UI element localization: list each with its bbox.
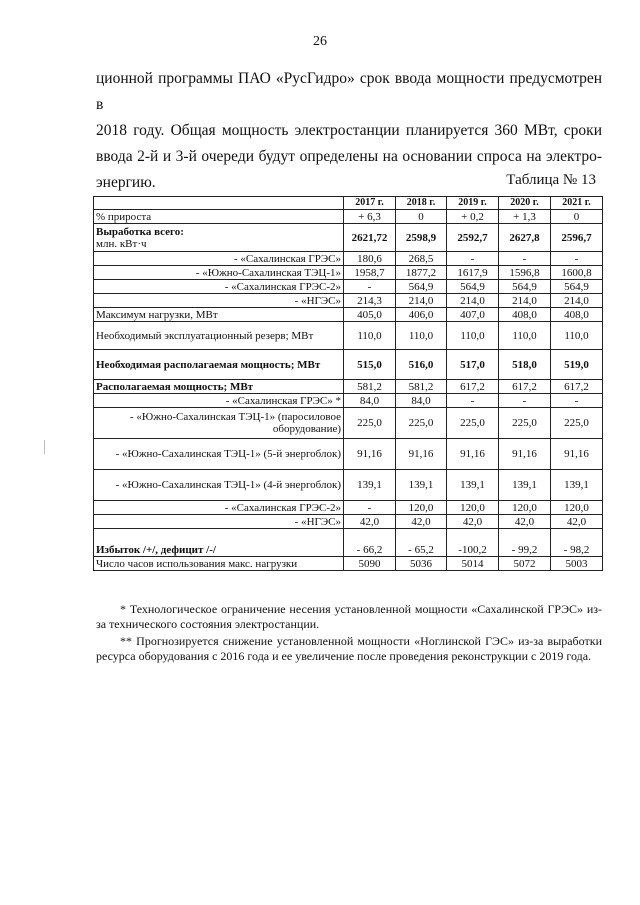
- row-value: - 98,2: [551, 529, 603, 557]
- row-label: - «Южно-Сахалинская ТЭЦ-1» (5-й энергоблок): [94, 439, 344, 470]
- row-label: - «Сахалинская ГРЭС» *: [94, 394, 344, 408]
- row-value: 110,0: [344, 322, 396, 350]
- row-value: 120,0: [447, 501, 499, 515]
- row-value: 91,16: [447, 439, 499, 470]
- table-caption: Таблица № 13: [506, 172, 596, 188]
- row-value: -: [499, 252, 551, 266]
- row-value: 1600,8: [551, 266, 603, 280]
- row-value: 214,0: [499, 294, 551, 308]
- table-row: [94, 470, 603, 501]
- table-row: [94, 322, 603, 350]
- row-value: 2621,72: [344, 224, 396, 252]
- row-value: -: [499, 394, 551, 408]
- row-value: 225,0: [344, 408, 396, 439]
- row-value: 120,0: [551, 501, 603, 515]
- year-header: 2017 г.: [344, 197, 396, 210]
- row-value: 405,0: [344, 308, 396, 322]
- year-header: 2021 г.: [551, 197, 603, 210]
- row-value: -: [344, 501, 396, 515]
- table-row: [94, 210, 603, 224]
- row-value: -100,2: [447, 529, 499, 557]
- row-value: 617,2: [447, 380, 499, 394]
- row-value: 225,0: [396, 408, 447, 439]
- row-value: 139,1: [499, 470, 551, 501]
- row-label: Необходимый эксплуатационный резерв; МВт: [94, 322, 344, 350]
- row-label: [94, 224, 344, 252]
- row-value: 91,16: [499, 439, 551, 470]
- table-row: [94, 394, 603, 408]
- table-row: [94, 557, 603, 571]
- row-value: 84,0: [396, 394, 447, 408]
- row-value: 517,0: [447, 350, 499, 380]
- table-row: [94, 294, 603, 308]
- table-row: [94, 501, 603, 515]
- row-value: 581,2: [344, 380, 396, 394]
- row-value: 42,0: [499, 515, 551, 529]
- row-value: 518,0: [499, 350, 551, 380]
- page-number: 26: [313, 34, 327, 49]
- header-empty-cell: [94, 197, 344, 210]
- row-value: 2598,9: [396, 224, 447, 252]
- paragraph-line: энергию.: [96, 174, 156, 191]
- row-value: 268,5: [396, 252, 447, 266]
- row-value: 617,2: [499, 380, 551, 394]
- row-label: Располагаемая мощность; МВт: [94, 380, 344, 394]
- row-value: 225,0: [447, 408, 499, 439]
- row-value: 139,1: [344, 470, 396, 501]
- table-row: [94, 515, 603, 529]
- row-value: 214,0: [551, 294, 603, 308]
- row-value: 564,9: [396, 280, 447, 294]
- row-value: 120,0: [396, 501, 447, 515]
- table-row: [94, 224, 603, 252]
- row-value: 5072: [499, 557, 551, 571]
- row-value: 139,1: [396, 470, 447, 501]
- row-value: 515,0: [344, 350, 396, 380]
- power-balance-table: [93, 196, 603, 571]
- table-row: [94, 439, 603, 470]
- row-value: 214,0: [396, 294, 447, 308]
- row-value: 120,0: [499, 501, 551, 515]
- row-label: - «Сахалинская ГРЭС»: [94, 252, 344, 266]
- table-row: [94, 529, 603, 557]
- paragraph-line: ционной программы ПАО «РусГидро» срок ввода мощности предусмотрен в: [96, 70, 602, 113]
- row-label: Максимум нагрузки, МВт: [94, 308, 344, 322]
- table-row: [94, 252, 603, 266]
- table-header-row: [94, 197, 603, 210]
- row-value: 91,16: [551, 439, 603, 470]
- row-value: 84,0: [344, 394, 396, 408]
- row-value: 2627,8: [499, 224, 551, 252]
- row-label: - «Сахалинская ГРЭС-2»: [94, 501, 344, 515]
- row-value: 5036: [396, 557, 447, 571]
- paragraph-line: 2018 году. Общая мощность электростанции планируется 360 МВт, сроки: [96, 122, 602, 139]
- table-row: [94, 350, 603, 380]
- row-value: 91,16: [396, 439, 447, 470]
- year-header: 2019 г.: [447, 197, 499, 210]
- row-value: 110,0: [499, 322, 551, 350]
- row-value: 516,0: [396, 350, 447, 380]
- row-value: 110,0: [551, 322, 603, 350]
- row-value: 110,0: [396, 322, 447, 350]
- row-value: 42,0: [396, 515, 447, 529]
- row-value: 406,0: [396, 308, 447, 322]
- row-value: - 65,2: [396, 529, 447, 557]
- row-label: - «Южно-Сахалинская ТЭЦ-1» (4-й энергоблок): [94, 470, 344, 501]
- row-value: 5014: [447, 557, 499, 571]
- row-value: 0: [396, 210, 447, 224]
- row-value: 225,0: [499, 408, 551, 439]
- row-value: 2592,7: [447, 224, 499, 252]
- row-value: 581,2: [396, 380, 447, 394]
- row-label: Необходимая располагаемая мощность; МВт: [94, 350, 344, 380]
- row-label: - «Южно-Сахалинская ТЭЦ-1»: [94, 266, 344, 280]
- row-value: 139,1: [551, 470, 603, 501]
- paragraph-line: ввода 2-й и 3-й очереди будут определены на основании спроса на электро-: [96, 148, 602, 165]
- row-value: - 66,2: [344, 529, 396, 557]
- table-row: [94, 408, 603, 439]
- row-label: - «НГЭС»: [94, 294, 344, 308]
- row-label-bold: Выработка всего:: [96, 225, 184, 238]
- row-value: 110,0: [447, 322, 499, 350]
- table-row: [94, 280, 603, 294]
- row-value: 214,3: [344, 294, 396, 308]
- row-value: 1958,7: [344, 266, 396, 280]
- row-value: -: [551, 394, 603, 408]
- row-value: 564,9: [447, 280, 499, 294]
- row-value: 5003: [551, 557, 603, 571]
- row-value: 564,9: [551, 280, 603, 294]
- table-row: [94, 266, 603, 280]
- scan-margin-mark: [44, 440, 45, 454]
- row-value: 214,0: [447, 294, 499, 308]
- footnote: ** Прогнозируется снижение установленной мощности «Ноглинской ГЭС» из-за выработки ресурса оборудования с 2016 года и ее увеличение после проведения реконструкции с 2019 года.: [96, 634, 602, 663]
- row-value: + 1,3: [499, 210, 551, 224]
- row-label: % прироста: [94, 210, 344, 224]
- footnote: * Технологическое ограничение несения установленной мощности «Сахалинской ГРЭС» из-за технического состояния электростанции.: [96, 602, 602, 631]
- row-value: 1596,8: [499, 266, 551, 280]
- row-value: -: [344, 280, 396, 294]
- row-label-unit: млн. кВт·ч: [96, 237, 147, 250]
- row-value: 617,2: [551, 380, 603, 394]
- row-value: -: [447, 394, 499, 408]
- row-value: 225,0: [551, 408, 603, 439]
- row-value: 408,0: [551, 308, 603, 322]
- row-value: 180,6: [344, 252, 396, 266]
- footnotes: [96, 602, 602, 666]
- row-value: 5090: [344, 557, 396, 571]
- row-value: 42,0: [551, 515, 603, 529]
- row-value: 42,0: [447, 515, 499, 529]
- row-value: 408,0: [499, 308, 551, 322]
- row-value: - 99,2: [499, 529, 551, 557]
- row-value: 2596,7: [551, 224, 603, 252]
- row-label: - «Южно-Сахалинская ТЭЦ-1» (паросиловое оборудование): [94, 408, 344, 439]
- row-value: 91,16: [344, 439, 396, 470]
- row-value: 42,0: [344, 515, 396, 529]
- table-row: [94, 308, 603, 322]
- row-value: 0: [551, 210, 603, 224]
- row-value: 407,0: [447, 308, 499, 322]
- row-value: -: [551, 252, 603, 266]
- row-value: 564,9: [499, 280, 551, 294]
- row-value: 139,1: [447, 470, 499, 501]
- row-value: + 0,2: [447, 210, 499, 224]
- row-value: -: [447, 252, 499, 266]
- row-value: + 6,3: [344, 210, 396, 224]
- row-label: Избыток /+/, дефицит /-/: [94, 529, 344, 557]
- row-value: 1877,2: [396, 266, 447, 280]
- row-label: Число часов использования макс. нагрузки: [94, 557, 344, 571]
- row-value: 1617,9: [447, 266, 499, 280]
- table-row: [94, 380, 603, 394]
- year-header: 2020 г.: [499, 197, 551, 210]
- row-value: 519,0: [551, 350, 603, 380]
- row-label: - «Сахалинская ГРЭС-2»: [94, 280, 344, 294]
- row-label: - «НГЭС»: [94, 515, 344, 529]
- year-header: 2018 г.: [396, 197, 447, 210]
